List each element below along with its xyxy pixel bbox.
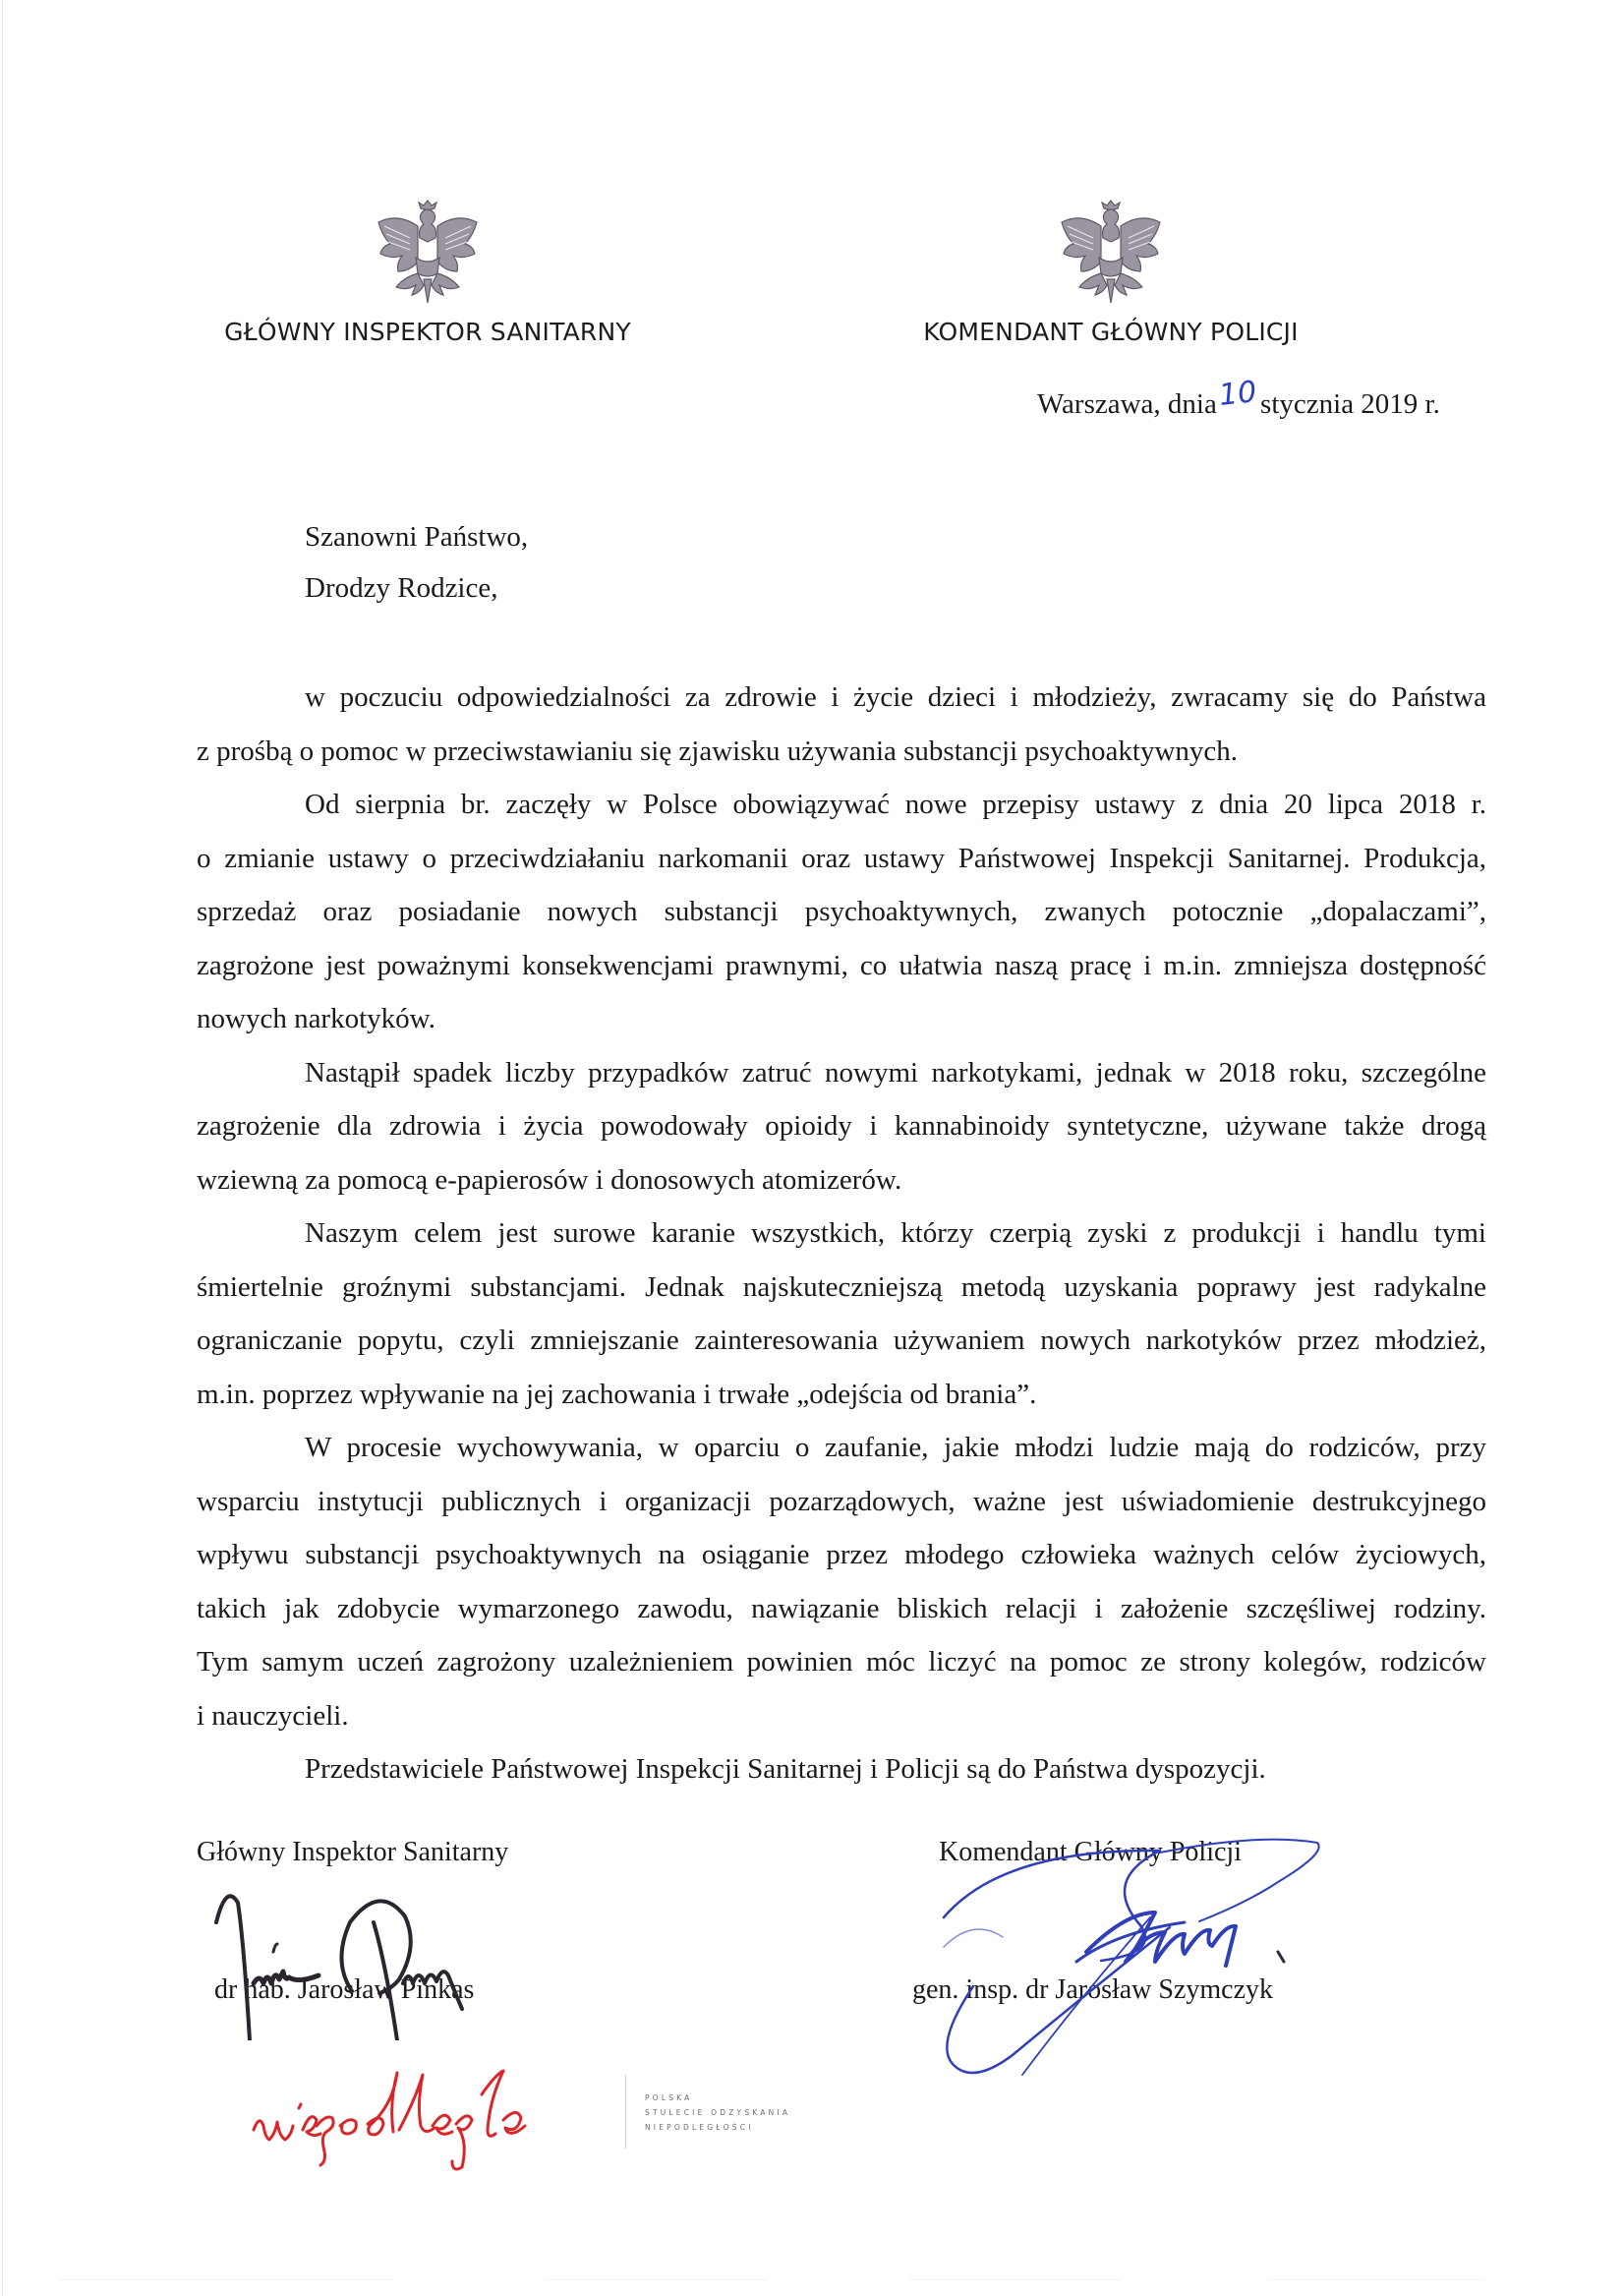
page-edge xyxy=(2,0,3,2296)
body-line: z prośbą o pomoc w przeciwstawianiu się zjawisku używania substancji psychoaktywnych. xyxy=(197,735,1239,767)
centenary-caption xyxy=(645,2090,790,2135)
body-line: wpływu substancji psychoaktywnych na osiąganie przez młodego człowieka ważnych celów życiowych, xyxy=(197,1539,1486,1570)
body-line: wziewną za pomocą e-papierosów i donosowych atomizerów. xyxy=(197,1163,902,1196)
institution-title-right: KOMENDANT GŁÓWNY POLICJI xyxy=(923,318,1299,346)
body-line: m.in. poprzez wpływanie na jej zachowania i trwałe „odejścia od brania”. xyxy=(197,1378,1037,1410)
body-line: nowych narkotyków. xyxy=(197,1003,435,1034)
body-line: W procesie wychowywania, w oparciu o zaufanie, jakie młodzi ludzie mają do rodziców, przy xyxy=(305,1432,1486,1463)
handwritten-signature-left xyxy=(206,1873,501,2040)
letter-body xyxy=(197,671,1486,1796)
institution-title-left: GŁÓWNY INSPEKTOR SANITARNY xyxy=(224,318,631,346)
body-line: Tym samym uczeń zagrożony uzależnieniem powinien móc liczyć na pomoc ze strony kolegów, rodziców xyxy=(197,1646,1486,1678)
caption-line: STULECIE ODZYSKANIA xyxy=(645,2108,791,2117)
body-line: Nastąpił spadek liczby przypadków zatruć nowymi narkotykami, jednak w 2018 roku, szczególne xyxy=(305,1056,1486,1089)
body-line: śmiertelnie groźnymi substancjami. Jednak najskuteczniejszą metodą uzyskania poprawy jest radykalne xyxy=(197,1270,1486,1303)
header-right xyxy=(885,197,1337,346)
body-line: takich jak zdobycie wymarzonego zawodu, nawiązanie bliskich relacji i założenie szczęśliwej rodziny. xyxy=(197,1592,1486,1624)
polish-eagle-icon xyxy=(373,197,483,310)
body-line: sprzedaż oraz posiadanie nowych substancji psychoaktywnych, zwanych potocznie „dopalaczami”, xyxy=(197,896,1486,927)
body-line: ograniczanie popytu, czyli zmniejszanie zainteresowania używaniem nowych narkotyków przez młodzież, xyxy=(197,1325,1486,1356)
date-suffix: stycznia 2019 r. xyxy=(1260,388,1440,420)
date-prefix: Warszawa, dnia xyxy=(1037,388,1217,420)
body-line: Przedstawiciele Państwowej Inspekcji Sanitarnej i Policji są do Państwa dyspozycji. xyxy=(305,1753,1266,1785)
body-line: zagrożone jest poważnymi konsekwencjami prawnymi, co ułatwia naszą pracę i m.in. zmniejsza dostępność xyxy=(197,949,1486,981)
body-line: zagrożenie dla zdrowia i życia powodowały opioidy i kannabinoidy syntetyczne, używane także drogą xyxy=(197,1110,1486,1142)
polish-eagle-icon xyxy=(1056,197,1166,310)
date-day-handwritten: 10 xyxy=(1217,375,1258,413)
salutation-line-2: Drodzy Rodzice, xyxy=(305,572,498,604)
body-line: w poczuciu odpowiedzialności za zdrowie i życie dzieci i młodzieży, zwracamy się do Państwa xyxy=(305,681,1486,713)
signatory-title-left: Główny Inspektor Sanitarny xyxy=(197,1837,509,1867)
body-line: wsparciu instytucji publicznych i organizacji pozarządowych, ważne jest uświadomienie destrukcyjnego xyxy=(197,1485,1486,1517)
scan-footer-marks xyxy=(0,2279,1623,2289)
date-line xyxy=(1037,375,1440,421)
signatory-name-left: dr hab. Jarosław Pinkas xyxy=(214,1974,475,2005)
caption-line: POLSKA xyxy=(645,2093,693,2102)
caption-line: NIEPODLEGŁOŚCI xyxy=(645,2123,754,2132)
body-line: Naszym celem jest surowe karanie wszystkich, którzy czerpią zyski z produkcji i handlu tymi xyxy=(305,1217,1486,1249)
body-line: Od sierpnia br. zaczęły w Polsce obowiązywać nowe przepisy ustawy z dnia 20 lipca 2018 r. xyxy=(305,789,1486,820)
signatory-name-right: gen. insp. dr Jarosław Szymczyk xyxy=(912,1974,1274,2005)
body-line: i nauczycieli. xyxy=(197,1699,349,1732)
header-left xyxy=(197,197,659,346)
logo-divider xyxy=(625,2075,626,2149)
signatory-title-right: Komendant Główny Policji xyxy=(939,1837,1242,1867)
body-line: o zmianie ustawy o przeciwdziałaniu narkomanii oraz ustawy Państwowej Inspekcji Sanitarnej. Produkcja, xyxy=(197,842,1486,874)
salutation-line-1: Szanowni Państwo, xyxy=(305,521,529,553)
